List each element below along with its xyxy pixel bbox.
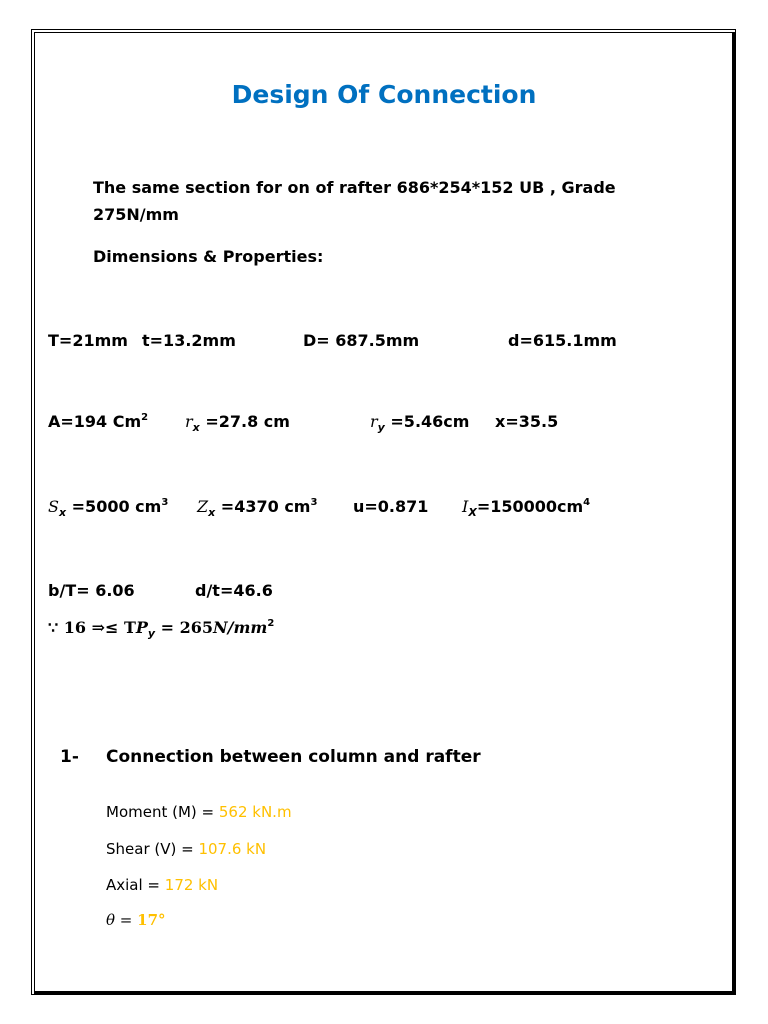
area-exponent: 2 xyxy=(141,412,149,423)
moment-value: 562 kN.m xyxy=(218,803,292,821)
ix-value: =150000cm xyxy=(476,497,584,516)
flange-thickness: T=21mm xyxy=(48,331,128,350)
section-number: 1- xyxy=(60,747,79,767)
zx-symbol: Z xyxy=(197,497,209,516)
elastic-modulus xyxy=(197,497,318,519)
second-moment xyxy=(462,497,591,519)
axial-value: 172 kN xyxy=(164,876,219,894)
sx-exponent: 3 xyxy=(161,497,169,508)
equation-unit-exponent: 2 xyxy=(267,618,275,629)
moment-label: Moment (M) = xyxy=(106,803,219,821)
web-ratio: d/t=46.6 xyxy=(195,581,273,600)
rx-subscript: x xyxy=(192,421,200,434)
zx-value: =4370 cm xyxy=(215,497,311,516)
shear-line xyxy=(106,840,266,858)
web-depth: d=615.1mm xyxy=(508,331,617,350)
radius-gyration-y xyxy=(370,412,470,434)
shear-label: Shear (V) = xyxy=(106,840,199,858)
sx-value: =5000 cm xyxy=(66,497,162,516)
web-thickness: t=13.2mm xyxy=(142,331,236,350)
ry-symbol: r xyxy=(370,412,378,431)
rx-value: =27.8 cm xyxy=(199,412,290,431)
flange-ratio: b/T= 6.06 xyxy=(48,581,135,600)
page-border-bottom xyxy=(34,992,736,995)
ix-exponent: 4 xyxy=(583,497,591,508)
section-depth: D= 687.5mm xyxy=(303,331,420,350)
axial-line xyxy=(106,876,218,894)
zx-subscript: x xyxy=(208,506,216,519)
buckling-parameter: u=0.871 xyxy=(353,497,429,516)
equation-value: = 265 xyxy=(155,618,214,637)
plastic-modulus xyxy=(48,497,169,519)
page-border-right xyxy=(733,32,736,995)
torsional-index: x=35.5 xyxy=(495,412,559,431)
rx-symbol: r xyxy=(185,412,193,431)
theta-value: 17° xyxy=(137,911,166,929)
equation-prefix: ∵ 16 ⇒≤ T xyxy=(48,618,136,637)
sx-symbol: S xyxy=(48,497,59,516)
zx-exponent: 3 xyxy=(310,497,318,508)
shear-value: 107.6 kN xyxy=(198,840,267,858)
theta-label: θ = xyxy=(106,911,138,929)
area xyxy=(48,412,148,431)
py-symbol: P xyxy=(135,618,148,637)
section-heading: Connection between column and rafter xyxy=(106,747,481,767)
angle-line xyxy=(106,911,166,929)
equation-unit: N/mm xyxy=(213,618,268,637)
area-text: A=194 Cm xyxy=(48,412,142,431)
radius-gyration-x xyxy=(185,412,290,434)
ix-subscript: X xyxy=(468,506,477,519)
moment-line xyxy=(106,803,292,821)
ry-subscript: y xyxy=(377,421,385,434)
intro-line-2: 275N/mm xyxy=(93,205,179,224)
ix-symbol: I xyxy=(462,497,469,516)
py-subscript: y xyxy=(147,627,156,640)
sx-subscript: x xyxy=(58,506,67,519)
ry-value: =5.46cm xyxy=(384,412,470,431)
intro-line-3: Dimensions & Properties: xyxy=(93,247,324,266)
page-title: Design Of Connection xyxy=(231,80,537,109)
intro-line-1: The same section for on of rafter 686*254*152 UB , Grade xyxy=(93,178,616,197)
axial-label: Axial = xyxy=(106,876,165,894)
design-strength-equation xyxy=(48,618,275,640)
